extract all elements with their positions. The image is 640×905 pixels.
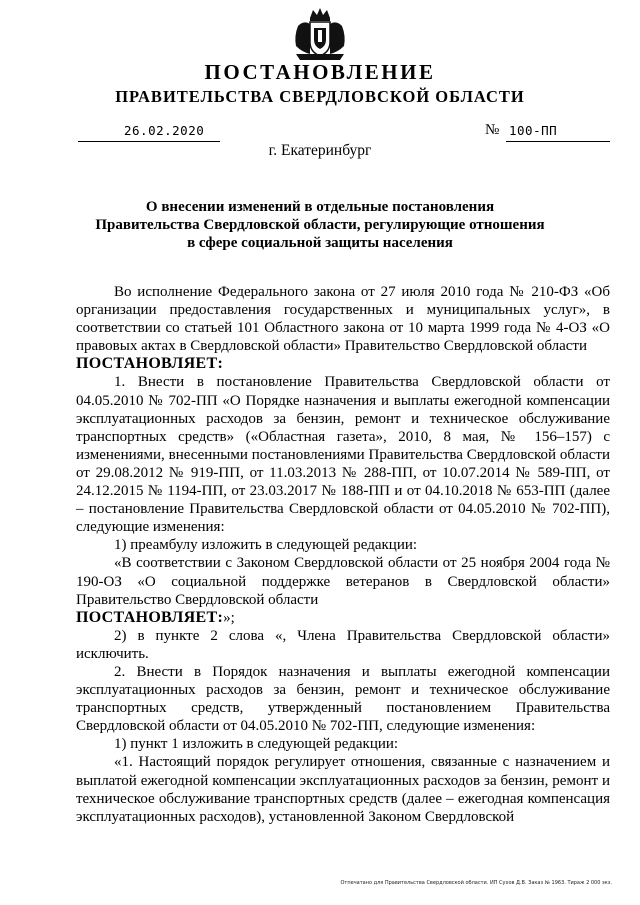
document-heading [0,198,640,252]
resolution-keyword: ПОСТАНОВЛЯЕТ: [76,355,224,373]
coat-of-arms-icon [290,6,350,62]
document-type-title: ПОСТАНОВЛЕНИЕ [204,60,436,84]
quoted-resolution-keyword-line [76,609,610,627]
date-field [78,123,220,142]
subclause-paragraph: 2) в пункте 2 слова «, Члена Правительства Свердловской области» исключить. [76,627,610,662]
subclause-paragraph: 1) преамбулу изложить в следующей редакции: [114,537,418,554]
clause-2-paragraph: 2. Внести в Порядок назначения и выплаты ежегодной компенсации эксплуатационных расходов за бензин, ремонт и техническое обслуживание транспортных средств, утвержденный постановлением Правительства Свердловской области от 04.05.2010 № 702-ПП, следующие изменения: [76,663,610,735]
quoted-clause-paragraph: «1. Настоящий порядок регулирует отношения, связанные с назначением и выплатой ежегодной компенсации эксплуатационных расходов за бензин, ремонт и техническое обслуживание транспортных средств (далее – ежегодная компенсация эксплуатационных расходов), установленной Законом Свердловской [76,754,610,825]
issuing-authority: ПРАВИТЕЛЬСТВА СВЕРДЛОВСКОЙ ОБЛАСТИ [115,87,525,106]
subclause-paragraph: 1) пункт 1 изложить в следующей редакции: [114,736,399,753]
document-heading-line: О внесении изменений в отдельные постановления [145,199,495,215]
document-heading-line: Правительства Свердловской области, регулирующие отношения [95,217,545,233]
document-date: 26.02.2020 [124,123,205,138]
document-number: 100-ПП [509,123,558,138]
preamble-paragraph: Во исполнение Федерального закона от 27 июля 2010 года № 210-ФЗ «Об организации предоставления государственных и муниципальных услуг», в соответствии со статьей 101 Областного закона от 10 марта 1999 года № 4-ОЗ «О правовых актах в Свердловской области» Правительство Свердловской области [76,284,610,355]
number-sign: № [485,122,500,138]
document-heading-line: в сфере социальной защиты населения [187,235,453,251]
document-body [76,283,610,826]
quote-closing: »; [223,609,235,626]
quoted-preamble-paragraph: «В соответствии с Законом Свердловской области от 25 ноября 2004 года № 190-ОЗ «О социальной поддержке ветеранов в Свердловской области» Правительство Свердловской области [76,555,610,608]
quoted-resolution-keyword: ПОСТАНОВЛЯЕТ: [76,608,224,626]
clause-1-paragraph: 1. Внести в постановление Правительства Свердловской области от 04.05.2010 № 702-ПП «О Порядке назначения и выплаты ежегодной компенсации эксплуатационных расходов за бензин, ремонт и техническое обслуживание транспортных средств» («Областная газета», 2010, 8 мая, № 156–157) с изменениями, внесенными постановлениями Правительства Свердловской области от 29.08.2012 № 919-ПП, от 11.03.2013 № 288-ПП, от 10.07.2014 № 589-ПП, от 24.12.2015 № 1194-ПП, от 23.03.2017 № 188-ПП и от 04.10.2018 № 653-ПП (далее – постановление Правительства Свердловской области от 04.05.2010 № 702-ПП), следующие изменения: [76,374,610,536]
city-name: г. Екатеринбург [268,142,372,159]
print-info-footer: Отпечатано для Правительства Свердловской области. ИП Сухов Д.В. Заказ № 1963. Тираж 2 000 экз. [340,880,612,886]
number-field [506,123,610,142]
